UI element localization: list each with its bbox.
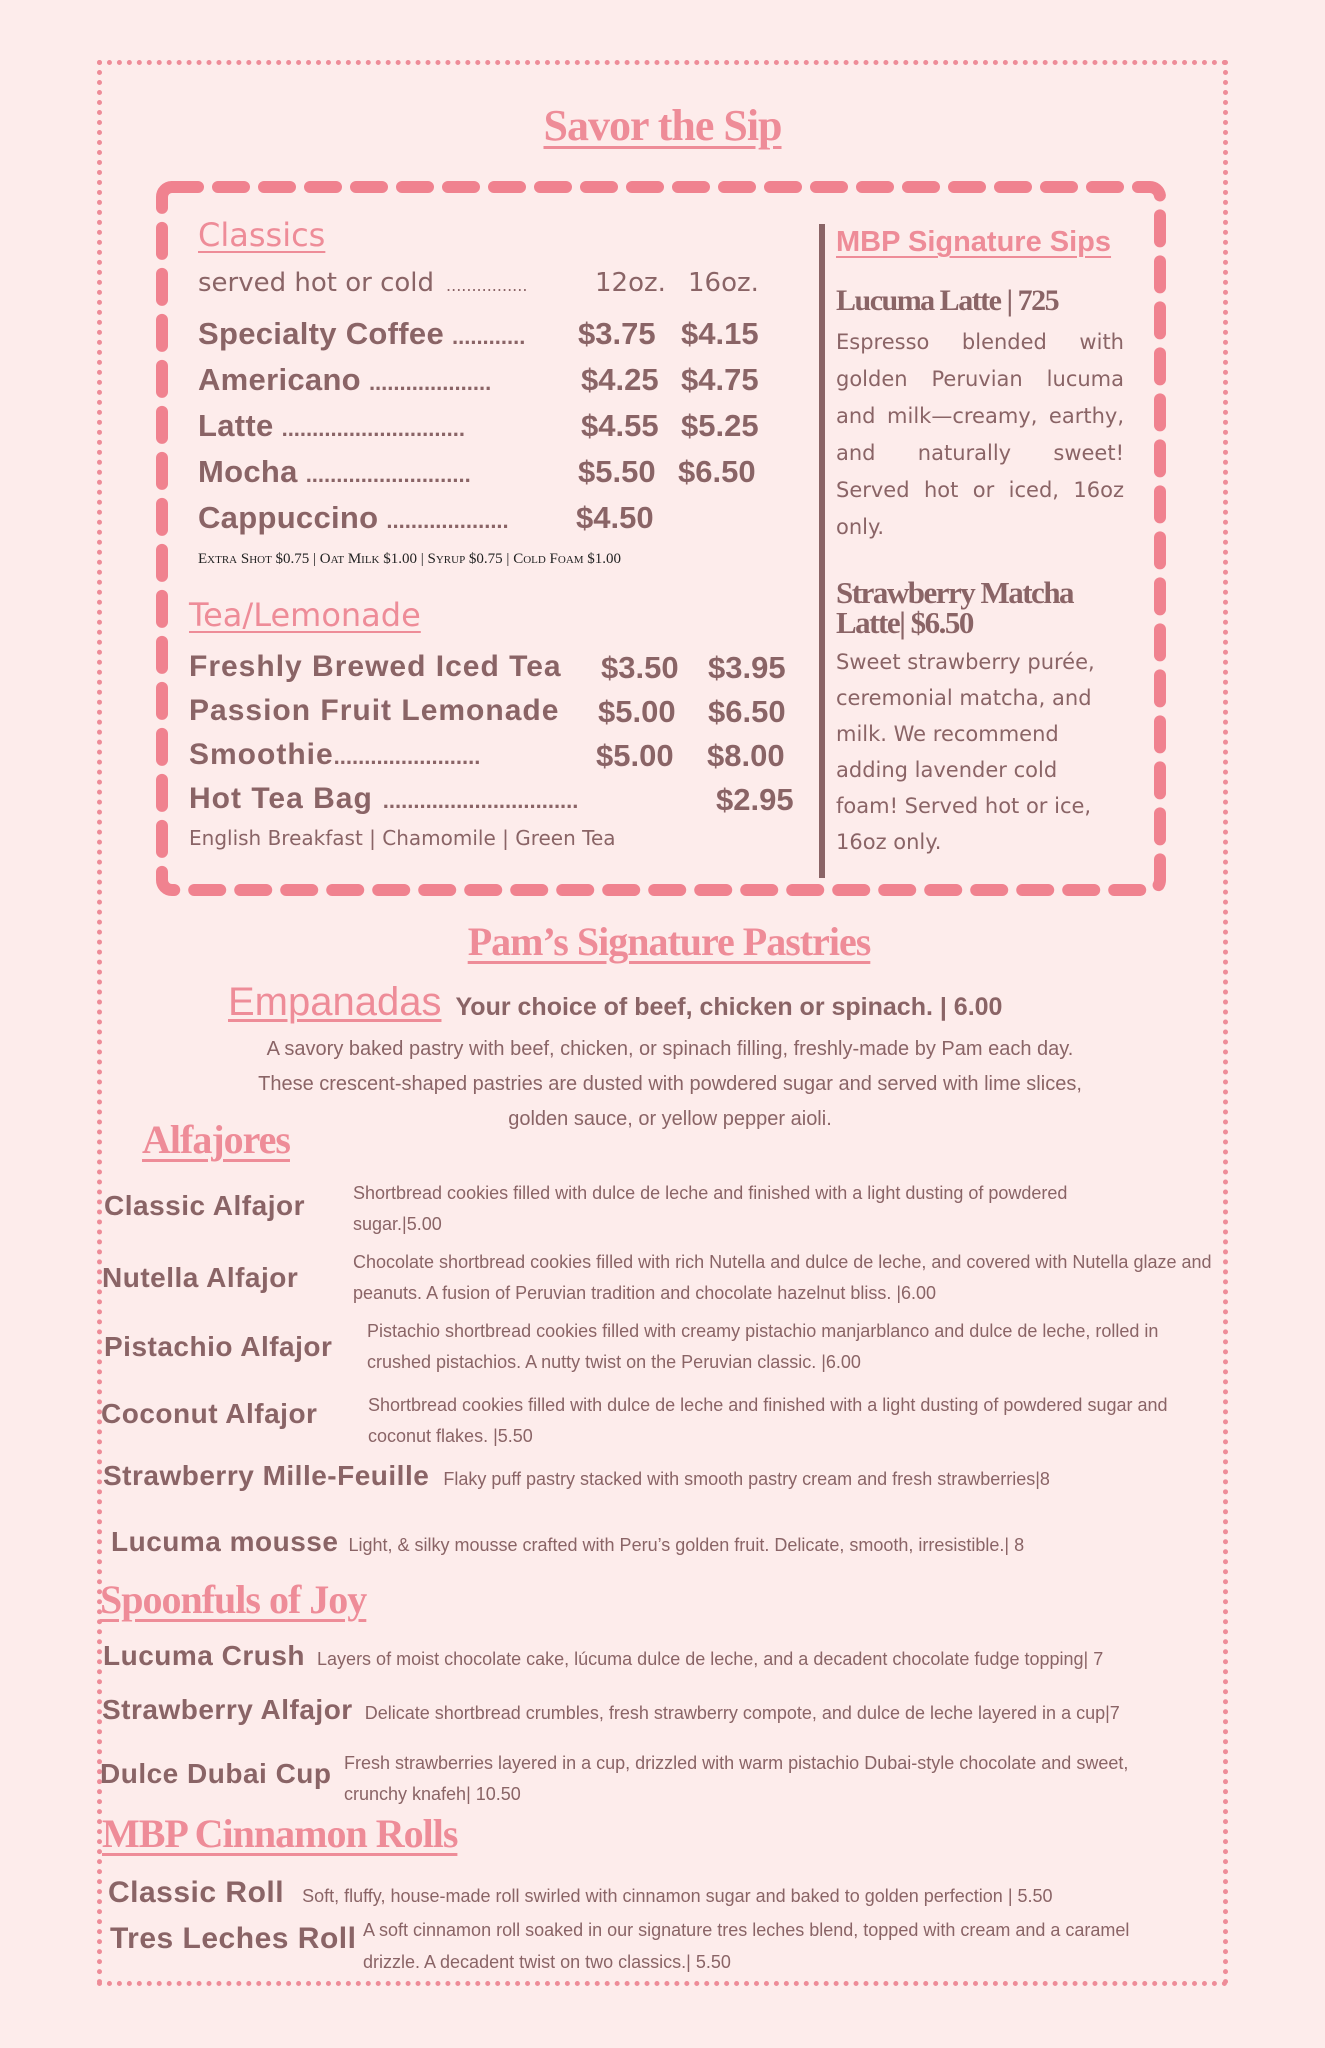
leader-dots: ........................	[333, 744, 481, 769]
classics-item-row	[198, 500, 768, 536]
tea-item-row	[189, 650, 799, 684]
classics-item-row	[198, 454, 768, 490]
item-name: Classic Roll	[108, 1876, 285, 1909]
price-16oz: $8.00	[707, 738, 785, 773]
spoonful-row	[103, 1640, 1103, 1675]
item-name: Mocha	[198, 454, 298, 489]
price-16oz: $6.50	[708, 694, 786, 729]
price-12oz: $3.75	[578, 316, 656, 351]
tea-item-row	[189, 694, 799, 728]
price-12oz: $3.50	[601, 650, 679, 685]
desc-line: golden Peruvian lucuma	[836, 367, 1124, 391]
dulce-dubai-desc: Fresh strawberries layered in a cup, drizzled with warm pistachio Dubai-style chocolate and sweet, crunchy knafeh| 10.50	[344, 1753, 1129, 1804]
leader-dots: ....................	[368, 370, 492, 395]
alfajor-name: Nutella Alfajor	[102, 1262, 299, 1293]
tea-item-row	[189, 738, 799, 772]
desc-line: only.	[836, 515, 885, 539]
desc-line: and milk—creamy, earthy,	[836, 404, 1124, 428]
leader-dots: ...........................	[305, 462, 471, 487]
desc-line: golden sauce, or yellow pepper aioli.	[508, 1108, 832, 1130]
classics-item-row	[198, 316, 768, 352]
lucuma-mousse-row	[111, 1526, 1024, 1561]
alfajor-desc: Chocolate shortbread cookies filled with rich Nutella and dulce de leche, and covered with Nutella glaze and peanuts. A fusion of Peruvian tradition and chocolate hazelnut bliss. |6.00	[353, 1252, 1212, 1303]
desc-line: Served hot or iced, 16oz	[836, 478, 1124, 502]
classics-heading: Classics	[198, 216, 326, 254]
leader-dots: ..............................	[281, 416, 465, 441]
item-name: Strawberry Alfajor	[102, 1694, 353, 1725]
item-name: Cappuccino	[198, 500, 379, 535]
price-12oz: $4.50	[576, 500, 654, 535]
item-name: Lucuma Crush	[103, 1640, 306, 1671]
price-12oz: $5.50	[578, 454, 656, 489]
price-12oz: $4.55	[581, 408, 659, 443]
tea-heading: Tea/Lemonade	[189, 596, 421, 634]
name-line: Strawberry Matcha	[836, 575, 1074, 610]
item-name: Hot Tea Bag	[189, 782, 373, 815]
alfajor-name: Coconut Alfajor	[101, 1398, 318, 1429]
alfajores-heading: Alfajores	[142, 1117, 290, 1162]
spoonful-row	[102, 1694, 1120, 1729]
item-name: Freshly Brewed Iced Tea	[189, 650, 562, 683]
item-desc: Flaky puff pastry stacked with smooth pastry cream and fresh strawberries|8	[443, 1469, 1050, 1489]
desc-line: milk. We recommend	[836, 722, 1059, 746]
name-line: Latte| $6.50	[836, 605, 973, 640]
item-desc: Delicate shortbread crumbles, fresh strawberry compote, and dulce de leche layered in a cup|7	[364, 1703, 1120, 1723]
cinnamon-row	[108, 1876, 1053, 1912]
size-12oz: 12oz.	[595, 268, 666, 298]
mille-feuille-row	[103, 1460, 1050, 1495]
served-label: served hot or cold	[198, 268, 435, 298]
price-12oz: $5.00	[596, 738, 674, 773]
empanadas-name: Empanadas	[228, 980, 442, 1024]
classics-item-row	[198, 408, 768, 444]
item-name: Latte	[198, 408, 274, 443]
price-16oz: $4.75	[681, 362, 759, 397]
alfajor-desc: Shortbread cookies filled with dulce de leche and finished with a light dusting of powdered sugar.|5.00	[353, 1183, 1068, 1234]
empanadas-desc	[140, 1032, 1200, 1137]
item-desc: Light, & silky mousse crafted with Peru’s golden fruit. Delicate, smooth, irresistible.| 8	[348, 1535, 1025, 1555]
price-12oz: $4.25	[581, 362, 659, 397]
alfajor-name: Classic Alfajor	[104, 1190, 305, 1221]
desc-line: 16oz only.	[836, 830, 942, 854]
desc-line: and naturally sweet!	[836, 441, 1124, 465]
empanadas-row	[228, 980, 1002, 1025]
tea-varieties: English Breakfast | Chamomile | Green Tea	[189, 826, 616, 850]
item-name: Passion Fruit Lemonade	[189, 694, 560, 727]
desc-line: Sweet strawberry purée,	[836, 650, 1095, 674]
leader-dots: ....................	[386, 508, 509, 533]
desc-line: ceremonial matcha, and	[836, 686, 1092, 710]
item-name: Lucuma mousse	[111, 1526, 339, 1557]
pastries-heading: Pam’s Signature Pastries	[467, 919, 871, 964]
alfajor-name: Pistachio Alfajor	[104, 1331, 333, 1362]
cinnamon-heading: MBP Cinnamon Rolls	[102, 1811, 458, 1856]
size-16oz: 16oz.	[688, 268, 759, 298]
price-16oz: $4.15	[681, 316, 759, 351]
tea-item-row	[189, 782, 799, 816]
item-name: Strawberry Mille-Feuille	[103, 1460, 430, 1491]
column-divider	[819, 224, 825, 878]
desc-line: Espresso blended with	[836, 330, 1124, 354]
classics-item-row	[198, 362, 768, 398]
item-name: Smoothie	[189, 738, 334, 771]
price-16oz: $6.50	[678, 454, 756, 489]
desc-line: foam! Served hot or ice,	[836, 794, 1092, 818]
tres-leches-name: Tres Leches Roll	[110, 1922, 357, 1955]
size-header-row	[198, 268, 768, 298]
alfajor-desc: Pistachio shortbread cookies filled with creamy pistachio manjarblanco and dulce de leche, rolled in crushed pistachios. A nutty twist on the Peruvian classic. |6.00	[367, 1321, 1159, 1372]
tres-leches-desc: A soft cinnamon roll soaked in our signature tres leches blend, topped with cream and a caramel drizzle. A decadent twist on two classics.| 5.50	[363, 1920, 1130, 1972]
item-name: Americano	[198, 362, 361, 397]
desc-line: These crescent-shaped pastries are dusted with powdered sugar and served with lime slices,	[258, 1073, 1082, 1095]
lucuma-latte-desc	[836, 324, 1124, 546]
price-16oz: $5.25	[681, 408, 759, 443]
price-16oz: $2.95	[716, 782, 794, 817]
price-12oz: $5.00	[598, 694, 676, 729]
dulce-dubai-name: Dulce Dubai Cup	[100, 1758, 332, 1789]
item-desc: Soft, fluffy, house-made roll swirled with cinnamon sugar and baked to golden perfection | 5.50	[302, 1886, 1053, 1906]
menu-title	[0, 100, 1325, 151]
lucuma-latte-name: Lucuma Latte | 725	[836, 284, 1059, 317]
item-desc: Layers of moist chocolate cake, lúcuma dulce de leche, and a decadent chocolate fudge topping| 7	[317, 1649, 1104, 1669]
desc-line: adding lavender cold	[836, 758, 1058, 782]
price-16oz: $3.95	[708, 650, 786, 685]
strawberry-matcha-name	[836, 575, 1074, 640]
size-dots: ................	[446, 276, 528, 295]
desc-line: A savory baked pastry with beef, chicken, or spinach filling, freshly-made by Pam each day.	[266, 1038, 1074, 1060]
alfajor-desc: Shortbread cookies filled with dulce de leche and finished with a light dusting of powdered sugar and coconut flakes. |5.50	[368, 1395, 1168, 1446]
item-name: Specialty Coffee	[198, 316, 444, 351]
addons-line: Extra Shot $0.75 | Oat Milk $1.00 | Syrup $0.75 | Cold Foam $1.00	[198, 551, 622, 567]
empanadas-tagline: Your choice of beef, chicken or spinach. | 6.00	[455, 993, 1003, 1021]
menu-title-text: Savor the Sip	[543, 101, 782, 150]
leader-dots: ............	[452, 324, 526, 349]
spoonfuls-heading: Spoonfuls of Joy	[100, 1577, 367, 1622]
signature-sips-heading: MBP Signature Sips	[836, 226, 1112, 258]
strawberry-matcha-desc	[836, 644, 1136, 860]
leader-dots: ................................	[382, 788, 579, 813]
